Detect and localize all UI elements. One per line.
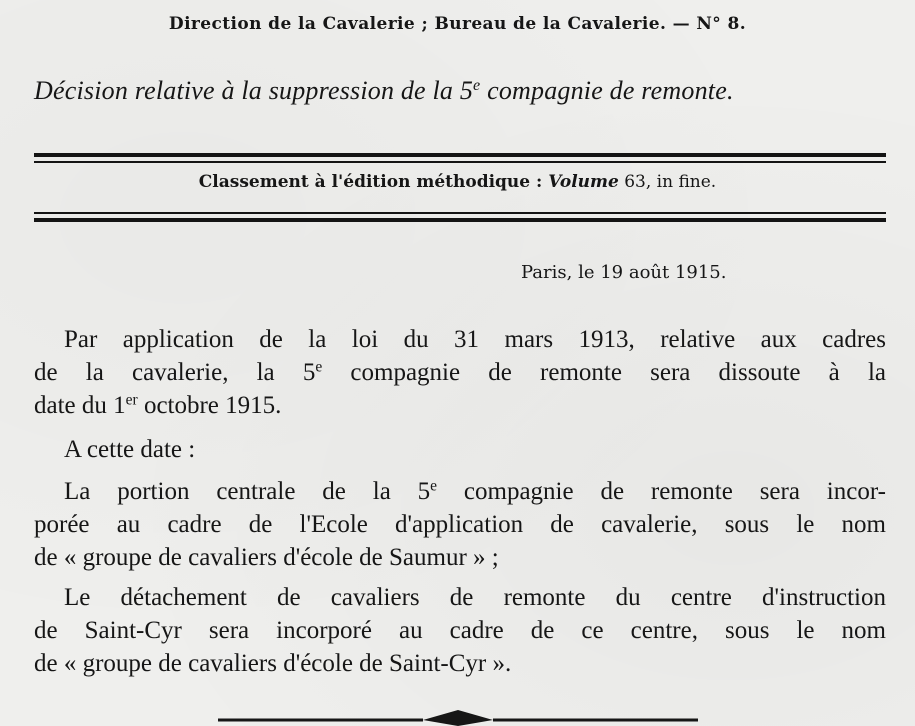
classement-label: Classement à l'édition méthodique :: [198, 172, 549, 192]
classement-line: [0, 172, 915, 192]
dateline: Paris, le 19 août 1915.: [521, 262, 727, 283]
p1-line-2-a: de la cavalerie, la 5: [34, 359, 316, 386]
p4-line-3: de « groupe de cavaliers d'école de Saint-Cyr ».: [34, 650, 512, 677]
footer-ornament: [218, 706, 698, 726]
rule-bottom-thin: [34, 212, 886, 214]
rule-bottom-thick: [34, 218, 886, 222]
rule-top-thick: [34, 153, 886, 157]
p1-line-1: Par application de la loi du 31 mars 1913, relative aux cadres: [64, 326, 886, 353]
header-direction: Direction de la Cavalerie ; Bureau de la Cavalerie. — N° 8.: [168, 14, 747, 34]
rule-top-thin: [34, 161, 886, 163]
title-text-a: Décision relative à la suppression de la 5: [34, 76, 474, 105]
paragraph-2: [34, 433, 886, 466]
title-sup: e: [473, 77, 481, 95]
paragraph-1: [34, 323, 886, 422]
p3-line-2: porée au cadre de l'Ecole d'application de cavalerie, sous le nom: [34, 511, 886, 538]
p1-line-2-b: compagnie de remonte sera dissoute à la: [322, 359, 886, 386]
paragraph-3: [34, 475, 886, 574]
decision-title: [34, 76, 894, 106]
classement-rest: 63, in fine.: [618, 172, 717, 192]
p1-line-2: [34, 356, 886, 389]
p4-line-2: de Saint-Cyr sera incorporé au cadre de ce centre, sous le nom: [34, 617, 886, 644]
paragraph-4: [34, 581, 886, 680]
p2-line-1: A cette date :: [64, 436, 196, 463]
classement-volume-word: Volume: [548, 172, 619, 192]
p1-line-3-b: octobre 1915.: [137, 392, 282, 419]
p1-line-3: [34, 389, 886, 422]
p3-line-1: [34, 475, 886, 508]
p3-line-1-sup: e: [430, 477, 438, 495]
p1-line-2-sup: e: [315, 358, 323, 376]
p4-line-1: Le détachement de cavaliers de remonte du centre d'instruction: [64, 584, 886, 611]
p3-line-1-a: La portion centrale de la 5: [64, 478, 431, 505]
p1-line-3-a: date du 1: [34, 392, 126, 419]
title-text-b: compagnie de remonte.: [480, 76, 734, 105]
p3-line-3: de « groupe de cavaliers d'école de Saumur » ;: [34, 544, 499, 571]
p3-line-1-b: compagnie de remonte sera incor-: [437, 478, 886, 505]
p1-line-3-sup: er: [125, 391, 138, 409]
